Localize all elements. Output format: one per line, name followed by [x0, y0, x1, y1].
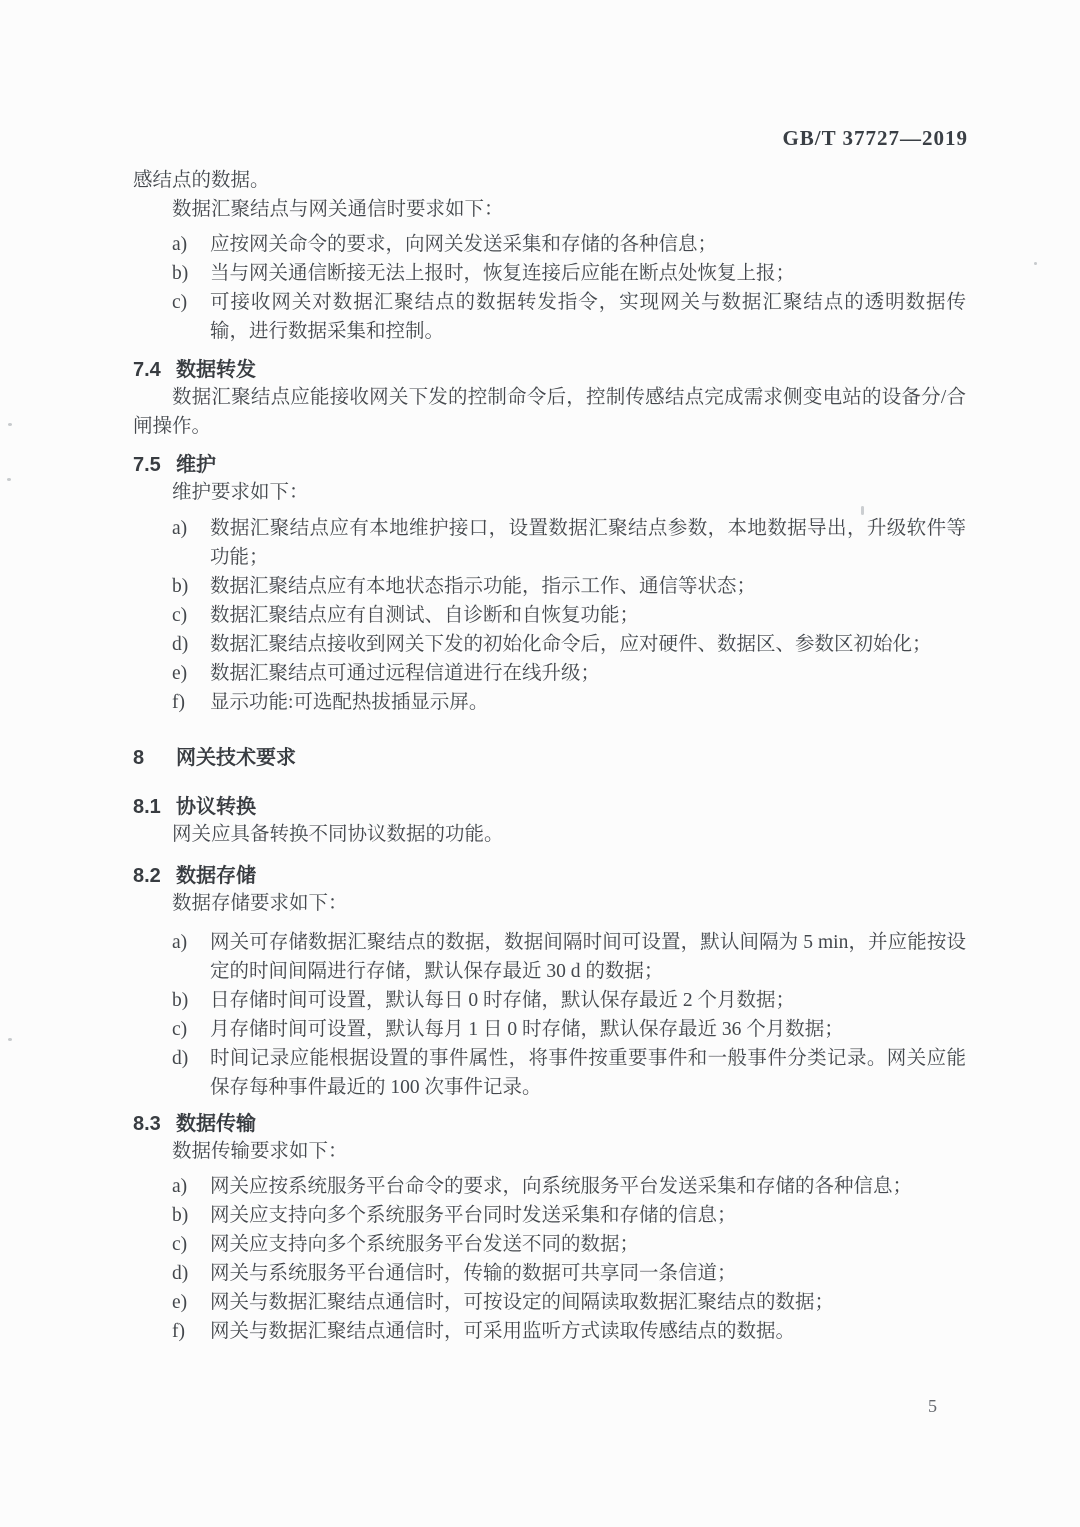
list-item-text: 网关应按系统服务平台命令的要求，向系统服务平台发送采集和存储的各种信息； — [210, 1176, 913, 1197]
section-number: 8 — [133, 747, 145, 769]
section-number: 8.3 — [133, 1113, 161, 1135]
scan-artifact — [861, 506, 864, 515]
section-title: 维护 — [176, 454, 216, 476]
section-7-4-paragraph: 数据汇聚结点应能接收网关下发的控制命令后，控制传感结点完成需求侧变电站的设备分/合闸操作。 — [133, 387, 966, 437]
list-item-label: f) — [172, 1321, 185, 1342]
list-item-label: b) — [172, 990, 189, 1011]
list-item-label: b) — [172, 576, 189, 597]
list-item-text: 当与网关通信断接无法上报时，恢复连接后应能在断点处恢复上报； — [210, 263, 796, 284]
list-item-label: b) — [172, 263, 189, 284]
list-item — [133, 288, 966, 346]
section-8-3-intro: 数据传输要求如下： — [172, 1141, 348, 1162]
list-item-label: a) — [172, 234, 188, 255]
list-item — [133, 601, 966, 630]
list-item — [133, 1201, 966, 1230]
list-item-label: d) — [172, 1048, 189, 1069]
list-item-text: 网关应支持向多个系统服务平台同时发送采集和存储的信息； — [210, 1205, 737, 1226]
list-item — [133, 630, 966, 659]
list-item-text: 网关与数据汇聚结点通信时，可按设定的间隔读取数据汇聚结点的数据； — [210, 1292, 835, 1313]
section-title: 网关技术要求 — [176, 747, 296, 769]
section-8-1-paragraph: 网关应具备转换不同协议数据的功能。 — [172, 824, 504, 845]
section-number: 7.4 — [133, 359, 161, 381]
section-8-2-intro: 数据存储要求如下： — [172, 893, 348, 914]
list-item — [133, 1259, 966, 1288]
list-item-label: b) — [172, 1205, 189, 1226]
scan-artifact — [1034, 262, 1037, 265]
list-item-text: 时间记录应能根据设置的事件属性，将事件按重要事件和一般事件分类记录。网关应能保存每种事件最近的 100 次事件记录。 — [210, 1048, 966, 1098]
list-item-text: 数据汇聚结点应有本地状态指示功能，指示工作、通信等状态； — [210, 576, 757, 597]
list-item-text: 可接收网关对数据汇聚结点的数据转发指令，实现网关与数据汇聚结点的透明数据传输，进行数据采集和控制。 — [210, 292, 966, 342]
gateway-comm-list — [133, 230, 966, 346]
list-item-label: a) — [172, 932, 188, 953]
list-item — [133, 572, 966, 601]
list-item — [133, 688, 966, 717]
list-item-text: 月存储时间可设置，默认每月 1 日 0 时存储，默认保存最近 36 个月数据； — [210, 1019, 844, 1040]
list-item — [133, 1230, 966, 1259]
list-item-label: e) — [172, 1292, 188, 1313]
list-item-text: 网关与系统服务平台通信时，传输的数据可共享同一条信道； — [210, 1263, 737, 1284]
section-title: 数据传输 — [176, 1113, 256, 1135]
list-item-text: 网关与数据汇聚结点通信时，可采用监听方式读取传感结点的数据。 — [210, 1321, 796, 1342]
scan-artifact — [8, 1038, 12, 1041]
list-item-text: 网关可存储数据汇聚结点的数据，数据间隔时间可设置，默认间隔为 5 min，并应能按设定的时间间隔进行存储，默认保存最近 30 d 的数据； — [210, 932, 966, 982]
data-storage-list — [133, 928, 966, 1102]
list-item-text: 数据汇聚结点应有本地维护接口，设置数据汇聚结点参数，本地数据导出，升级软件等功能； — [210, 518, 966, 568]
maintenance-list — [133, 514, 966, 717]
section-title: 数据转发 — [176, 359, 256, 381]
list-item — [133, 514, 966, 572]
list-item-label: e) — [172, 663, 188, 684]
list-item-text: 数据汇聚结点接收到网关下发的初始化命令后，应对硬件、数据区、参数区初始化； — [210, 634, 932, 655]
list-item — [133, 1172, 966, 1201]
list-item-label: a) — [172, 1176, 188, 1197]
list-item — [133, 659, 966, 688]
section-heading-7-4 — [133, 357, 966, 383]
section-7-5-intro: 维护要求如下： — [172, 482, 309, 503]
list-item-label: c) — [172, 605, 188, 626]
chapter-heading-8 — [133, 745, 966, 771]
section-heading-8-1 — [133, 794, 966, 820]
list-item — [133, 1044, 966, 1102]
section-number: 8.1 — [133, 796, 161, 818]
list-item-label: d) — [172, 634, 189, 655]
section-title: 数据存储 — [176, 865, 256, 887]
standard-code: GB/T 37727—2019 — [782, 126, 968, 150]
list-item-text: 日存储时间可设置，默认每日 0 时存储，默认保存最近 2 个月数据； — [210, 990, 796, 1011]
page-content — [133, 166, 966, 1346]
scan-artifact — [7, 478, 11, 481]
section-heading-7-5 — [133, 452, 966, 478]
gateway-comm-intro: 数据汇聚结点与网关通信时要求如下： — [172, 199, 504, 220]
section-heading-8-2 — [133, 863, 966, 889]
list-item-text: 显示功能:可选配热拔插显示屏。 — [210, 692, 489, 713]
list-item — [133, 928, 966, 986]
list-item-label: c) — [172, 1019, 188, 1040]
page-number: 5 — [928, 1396, 937, 1416]
list-item-label: f) — [172, 692, 185, 713]
list-item-text: 网关应支持向多个系统服务平台发送不同的数据； — [210, 1234, 640, 1255]
list-item-label: a) — [172, 518, 188, 539]
list-item — [133, 986, 966, 1015]
section-number: 8.2 — [133, 865, 161, 887]
list-item — [133, 1015, 966, 1044]
list-item-text: 数据汇聚结点可通过远程信道进行在线升级； — [210, 663, 601, 684]
list-item — [133, 1288, 966, 1317]
list-item-label: c) — [172, 1234, 188, 1255]
list-item-text: 应按网关命令的要求，向网关发送采集和存储的各种信息； — [210, 234, 718, 255]
list-item — [133, 230, 966, 259]
list-item — [133, 259, 966, 288]
section-title: 协议转换 — [176, 796, 256, 818]
continuation-paragraph: 感结点的数据。 — [133, 170, 270, 191]
list-item — [133, 1317, 966, 1346]
list-item-text: 数据汇聚结点应有自测试、自诊断和自恢复功能； — [210, 605, 640, 626]
section-heading-8-3 — [133, 1111, 966, 1137]
scan-artifact — [8, 423, 12, 426]
list-item-label: d) — [172, 1263, 189, 1284]
data-transmission-list — [133, 1172, 966, 1346]
list-item-label: c) — [172, 292, 188, 313]
section-number: 7.5 — [133, 454, 161, 476]
